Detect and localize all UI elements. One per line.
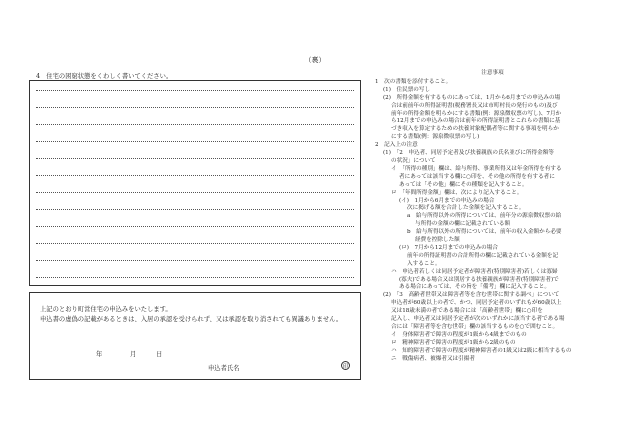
note-line: イ 身体障害者で障害の程度が1級から4級までのもの [391,331,527,338]
month-label: 月 [130,351,137,358]
note-line: イ 「所得の種別」欄は、給与所得、事業所得又は年金所得を有する [391,165,562,172]
note-line: 入すること。 [407,260,441,267]
writing-line [36,175,354,176]
note-line: ある場合にあっては、その旨を「備考」欄に記入すること。 [399,284,550,291]
writing-line [36,243,354,244]
note-line: 合は前前年の所得証明書(税務署長又は市町村長の発行のもの)及び [391,102,558,109]
writing-line [36,158,354,159]
declaration-line: 上記のとおり町営住宅の申込みをいたします。 [40,306,172,313]
notes-title: 注意事項 [481,70,504,76]
note-line: 2 記入上の注意 [375,142,418,149]
note-line: ハ 申込者若しくは同居予定者が障害者(特別障害者)若しくは寡婦 [391,268,558,275]
writing-line [36,277,354,278]
note-line: b 給与所得以外の所得については、前年の収入金額から必要 [407,229,562,236]
note-line: (1) 「2 申込者、同居予定者及び扶養親族の氏名並びに所得金額等 [383,150,554,157]
declaration-box [29,292,361,380]
note-line: ロ 精神障害者で障害の程度が1級から2級のもの [391,339,516,346]
note-line: 又は18歳未満の者である場合には「高齢者世帯」欄に○印を [391,308,543,315]
notes-section [375,70,610,364]
seal-mark: 印 [341,361,350,370]
writing-line [36,124,354,125]
note-line: 前年の所得金額を明らかにする書類(例：源泉徴収票の写し)、7月か [391,110,562,117]
note-line: づき収入を算定するための扶養対象配偶者等に関する事項を明らか [391,126,559,133]
note-line: ニ 戦傷病者、被爆者又は引揚者 [391,355,475,362]
note-line: 合には「障害者等を含む世帯」欄の該当するものを○で囲むこと。 [391,324,559,330]
note-line: 1 次の書類を添付すること。 [375,78,452,85]
notes-body [375,79,610,364]
housing-condition-box[interactable] [29,80,361,286]
housing-condition-title: 4 住宅の困窮状態をくわしく書いてください。 [36,73,173,80]
note-line: a 給与所得以外の所得については、前年分の源泉徴収票の給 [407,213,562,220]
writing-line [36,192,354,193]
writing-line [36,141,354,142]
note-line: (2) 所得金額を有するものにあっては、1月から6月までの申込みの場 [383,94,561,101]
note-line: にする書類(例：源泉徴収票の写し) [391,134,480,141]
day-label: 日 [156,351,163,358]
declaration-text [40,305,350,324]
writing-line [36,107,354,108]
note-line: 与所得の金額の欄に記載されている額 [415,221,511,228]
note-line: 経費を控除した額 [415,237,460,244]
note-line: 記入し、申込者又は同居予定者が次のいずれかに該当する者である場 [391,316,565,323]
note-line: ら12月までの申込みの場合は前年の所得証明書とこれらの書類に基 [391,118,561,125]
note-line: (2) 「3 高齢者世帯又は障害者等を含む世帯に関する調べ」について [383,292,560,299]
applicant-name-label: 申込者氏名 [208,365,240,372]
note-line: ハ 知的障害者で障害の程度が精神障害者の1級又は2級に相当するもの [391,347,572,354]
writing-line [36,226,354,227]
note-line: の状況」について [391,157,436,164]
note-line: あっては「その他」欄にその種類を記入すること。 [399,181,528,188]
declaration-line: 申込書の虚偽の記載があるときは、入居の承認を受けられず、又は承認を取り消されても異議ありません。 [40,315,343,323]
note-line: (寡夫)である場合又は別居する扶養親族が障害者(特別障害者)で [399,276,559,283]
note-line: (イ) 1月から6月までの申込みの場合 [399,197,495,204]
page-side-label: （裏） [304,56,326,64]
note-line: 次に掲げる額を合計した金額を記入すること。 [407,205,525,212]
note-line: 申込者が60歳以上の者で、かつ、同居予定者のいずれもが60歳以上 [391,300,562,307]
writing-line [36,260,354,261]
writing-line [36,90,354,91]
note-line: (ロ) 7月から12月までの申込みの場合 [399,244,498,251]
note-line: 者にあっては該当する欄に○印を、その他の所得を有する者に [399,173,555,180]
year-label: 年 [96,351,103,358]
writing-line [36,209,354,210]
note-line: 前年の所得証明書の合計所得の欄に記載されている金額を記 [407,252,559,259]
note-line: (1) 住民票の写し [383,86,431,93]
note-line: ロ 「年間所得金額」欄は、次により記入すること。 [391,189,523,196]
